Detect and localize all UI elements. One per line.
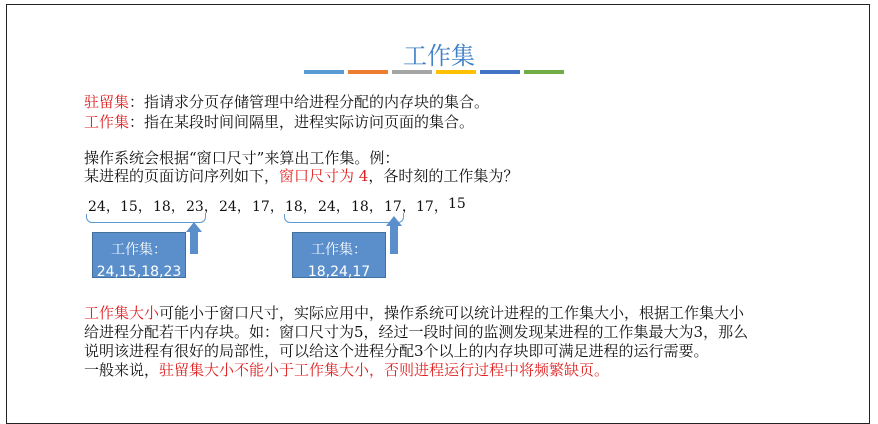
sequence-item: 24， [318, 199, 350, 215]
sequence-item: 24， [88, 199, 120, 215]
paragraph-line-1 [84, 303, 744, 323]
definition-text: ：指请求分页存储管理中给进程分配的内存块的集合。 [129, 93, 490, 111]
sequence-item: 15， [120, 199, 152, 215]
sequence-item: 17， [252, 199, 284, 215]
working-set-box-2 [292, 232, 386, 278]
intro-line-2 [84, 166, 518, 186]
accent-bar [392, 70, 432, 74]
sequence-item: 23， [186, 199, 218, 215]
definition-resident-set [84, 92, 489, 112]
paragraph-text: 一般来说， [84, 361, 160, 379]
conclusion-highlight: 驻留集大小不能小于工作集大小，否则进程运行过程中将频繁缺页。 [159, 361, 610, 379]
window-size-highlight: 窗口尺寸为 4 [279, 167, 369, 185]
slide-title: 工作集 [403, 42, 475, 70]
sequence-item: 17， [384, 199, 416, 215]
accent-bar [480, 70, 520, 74]
intro-line-1: 操作系统会根据“窗口尺寸”来算出工作集。例： [84, 149, 400, 167]
working-set-size-term: 工作集大小 [84, 304, 160, 322]
arrow-shaft [190, 232, 198, 254]
accent-bar [304, 70, 344, 74]
intro-text: ，各时刻的工作集为？ [368, 167, 519, 185]
sequence-item: 15 [448, 196, 466, 212]
accent-bar [436, 70, 476, 74]
sequence-item: 18， [285, 199, 317, 215]
definition-working-set [84, 112, 474, 132]
arrow-up-icon [386, 216, 402, 226]
working-set-box-1 [92, 232, 186, 278]
term-resident-set: 驻留集 [84, 93, 130, 111]
paragraph-line-3: 说明该进程有很好的局部性，可以给这个进程分配3个以上的内存块即可满足进程的运行需要。 [84, 342, 709, 360]
box-value: 24,15,18,23 [96, 264, 182, 280]
sequence-item: 18， [153, 199, 185, 215]
arrow-up-icon [186, 222, 202, 232]
box-value: 18,24,17 [307, 264, 371, 280]
sequence-item: 17， [416, 199, 448, 215]
arrow-shaft [390, 226, 398, 254]
paragraph-line-4 [84, 360, 609, 380]
box-label: 工作集： [111, 242, 167, 258]
sequence-item: 24， [219, 199, 251, 215]
paragraph-text: 可能小于窗口尺寸，实际应用中，操作系统可以统计进程的工作集大小，根据工作集大小 [159, 304, 745, 322]
paragraph-line-2: 给进程分配若干内存块。如：窗口尺寸为5，经过一段时间的监测发现某进程的工作集最大为3，那么 [84, 323, 749, 341]
intro-text: 某进程的页面访问序列如下， [84, 167, 280, 185]
accent-bar [524, 70, 564, 74]
term-working-set: 工作集 [84, 113, 130, 131]
accent-bar [348, 70, 388, 74]
sequence-item: 18， [351, 199, 383, 215]
definition-text: ：指在某段时间间隔里，进程实际访问页面的集合。 [129, 113, 475, 131]
box-label: 工作集： [311, 242, 367, 258]
